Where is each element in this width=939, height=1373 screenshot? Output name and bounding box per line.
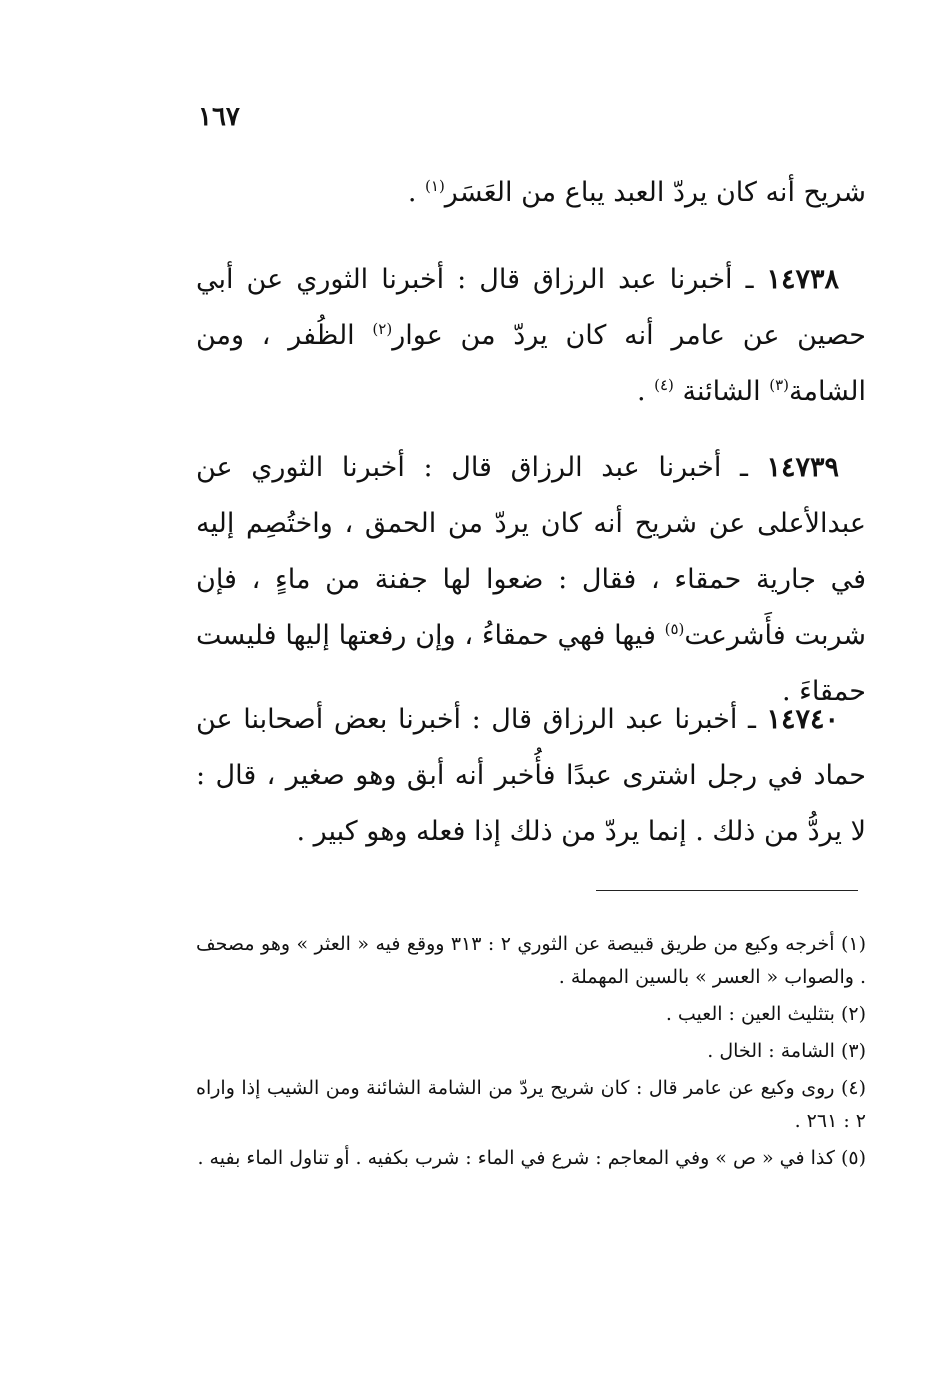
footnote-4: (٤) روى وكيع عن عامر قال : كان شريح يردّ من الشامة الشائنة ومن الشيب إذا واراه ٢ : ٢٦١ . [196, 1077, 866, 1132]
footnote-ref: (٤) [654, 376, 674, 394]
hadith-text: فيها فهي حمقاءُ ، وإن رفعتها إليها فليست حمقاءَ . [196, 620, 866, 707]
paragraph [196, 440, 866, 720]
hadith-14739 [196, 440, 866, 720]
hadith-text: ـ أخبرنا عبد الرزاق قال : أخبرنا الثوري عن عبدالأعلى عن شريح أنه كان يردّ من الحمق ، واختُصِم إليه في جارية حمقاء ، فقال : ضعوا لها جفنة من ماءٍ ، فإن شربت فأَشرعت [196, 452, 866, 651]
footnote-separator [596, 890, 858, 891]
lead-end: . [407, 177, 426, 208]
hadith-number: ١٤٧٣٩ [766, 452, 839, 483]
paragraph [196, 692, 866, 860]
hadith-text: . [636, 376, 655, 407]
paragraph [196, 165, 866, 221]
footnote-3: (٣) الشامة : الخال . [707, 1040, 866, 1062]
footnote-ref: (٥) [664, 620, 685, 638]
hadith-14740 [196, 692, 866, 860]
hadith-text: الشائنة [673, 376, 770, 407]
footnote-ref: (٢) [372, 320, 393, 338]
paragraph [196, 252, 866, 420]
hadith-14738 [196, 252, 866, 420]
footnote-5: (٥) كذا في « ص » وفي المعاجم : شرع في الماء : شرب بكفيه . أو تناول الماء بفيه . [197, 1147, 866, 1169]
footnote-2: (٢) بتثليث العين : العيب . [665, 1003, 866, 1025]
continued-text [196, 165, 866, 221]
lead-text: شريح أنه كان يردّ العبد يباع من العَسَر [444, 177, 866, 208]
footnote-1: (١) أخرجه وكيع من طريق قبيصة عن الثوري ٢ : ٣١٣ ووقع فيه « العثر » وهو مصحف . والصواب « العسر » بالسين المهملة . [196, 933, 866, 988]
footnote-ref: (٣) [769, 376, 790, 394]
hadith-text: ـ أخبرنا عبد الرزاق قال : أخبرنا الثوري عن أبي حصين عن عامر أنه كان يردّ من عوار [196, 264, 866, 351]
hadith-number: ١٤٧٣٨ [766, 264, 839, 295]
footnote-ref: (١) [425, 177, 445, 195]
hadith-number: ١٤٧٤٠ [766, 704, 839, 735]
hadith-text: ـ أخبرنا عبد الرزاق قال : أخبرنا بعض أصحابنا عن حماد في رجل اشترى عبدًا فأُخبر أنه أبق وهو صغير ، قال : لا يردُّ من ذلك . إنما يردّ من ذلك إذا فعله وهو كبير . [196, 704, 866, 847]
page-number: ١٦٧ [198, 102, 240, 132]
footnotes [196, 928, 866, 1179]
hadith-text: الظُفر ، ومن الشامة [196, 320, 866, 407]
